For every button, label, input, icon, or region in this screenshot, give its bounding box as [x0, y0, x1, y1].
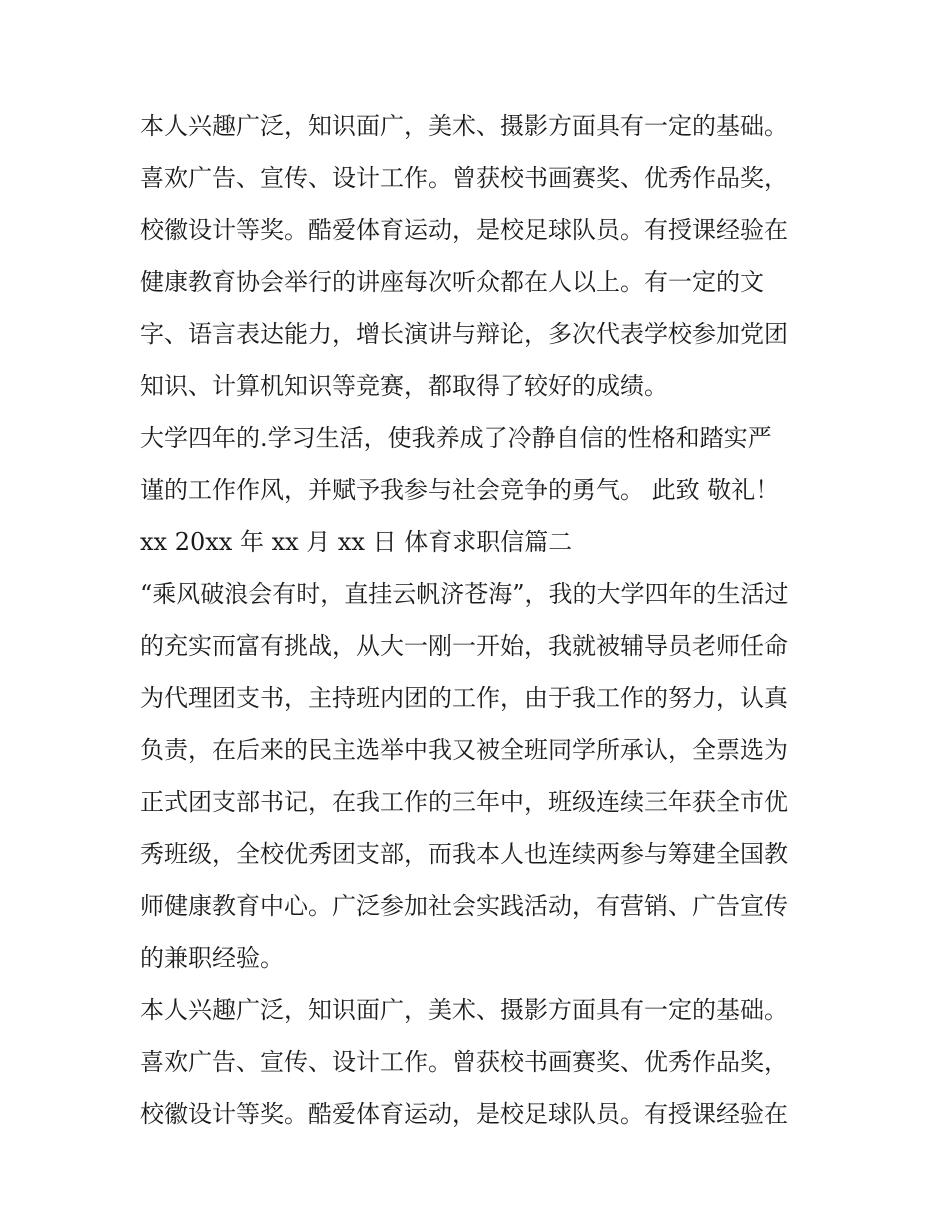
text-line: 喜欢广告、宣传、设计工作。曾获校书画赛奖、优秀作品奖， [140, 164, 788, 192]
text-line: 喜欢广告、宣传、设计工作。曾获校书画赛奖、优秀作品奖， [140, 1048, 788, 1076]
document-body [140, 100, 830, 1140]
text-line: “乘风破浪会有时，直挂云帆济苍海”，我的大学四年的生活过 [140, 580, 789, 608]
text-line: 字、语言表达能力，增长演讲与辩论，多次代表学校参加党团 [140, 320, 788, 348]
text-line: 本人兴趣广泛，知识面广，美术、摄影方面具有一定的基础。 [140, 112, 788, 140]
text-line: 正式团支部书记，在我工作的三年中，班级连续三年获全市优 [140, 788, 788, 816]
text-line: 健康教育协会举行的讲座每次听众都在人以上。有一定的文 [140, 268, 764, 296]
text-line: 大学四年的.学习生活，使我养成了冷静自信的性格和踏实严 [140, 424, 772, 452]
text-line: 谨的工作作风，并赋予我参与社会竞争的勇气。 此致 敬礼！ [140, 476, 780, 504]
text-line: 的充实而富有挑战，从大一刚一开始，我就被辅导员老师任命 [140, 632, 788, 660]
text-line: 秀班级，全校优秀团支部，而我本人也连续两参与筹建全国教 [140, 840, 788, 868]
text-line: 校徽设计等奖。酷爱体育运动，是校足球队员。有授课经验在 [140, 1100, 788, 1128]
text-line: 知识、计算机知识等竞赛，都取得了较好的成绩。 [140, 372, 668, 400]
text-line: 校徽设计等奖。酷爱体育运动，是校足球队员。有授课经验在 [140, 216, 788, 244]
text-line: 为代理团支书，主持班内团的工作，由于我工作的努力，认真 [140, 684, 788, 712]
text-line: 师健康教育中心。广泛参加社会实践活动，有营销、广告宣传 [140, 892, 788, 920]
text-line: 的兼职经验。 [140, 944, 284, 972]
date-heading-line: xx 20xx 年 xx 月 xx 日 体育求职信篇二 [140, 528, 573, 556]
text-line: 负责，在后来的民主选举中我又被全班同学所承认，全票选为 [140, 736, 788, 764]
text-line: 本人兴趣广泛，知识面广，美术、摄影方面具有一定的基础。 [140, 996, 788, 1024]
